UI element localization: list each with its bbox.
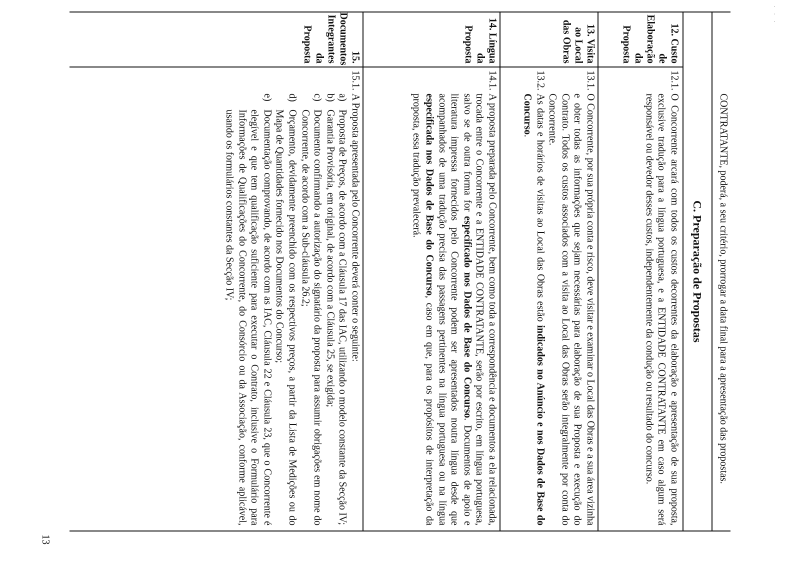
section-13-body [519,70,595,525]
paragraph-13-1 [545,70,595,525]
paragraph-14-1 [409,70,497,525]
paragraph-12-1 [641,70,679,525]
bold-text-run: especificado nos Dados de Base do Concurso [460,215,472,418]
list-text: Garantia Provisória, em original, de acordo com a Cláusula 25, se exigida; [323,109,335,407]
text-run: . [521,134,533,137]
section-heading: C. Preparação de Propostas [682,12,711,530]
clauses-table [69,11,730,531]
page-number: 13 [39,534,50,544]
section-14-body [409,70,497,525]
paragraph-number: 12.1. [668,70,679,90]
section-12-label: 12. Custo de Elaboração da Proposta [620,14,679,63]
text-run: . Documentos de apoio e literatura impressa fornecidos pelo Concorrente podem ser apresentados noutra língua desde que acompanhados de uma tradução precisa das passagens pertinentes na língua portuguesa ou na língua [435,93,472,525]
list-item-a [335,93,348,525]
list-item-c [297,93,322,525]
list-text: Orçamento, devidamente preenchido com os respectivos preços, a partir da Lista de Medições ou do Mapa de Quantidades fornecido nos Documentos do Concurso; [273,109,298,525]
list-letter: a) [336,93,348,101]
bold-text-run: indicados no Anúncio e nos Dados de Base do Concurso [521,93,545,525]
list-text: Proposta de Preços, de acordo com a Cláusula 17 das IAC, utilizando o modelo constante da Secção IV; [336,109,348,525]
paragraph-number: 15.1. [349,70,360,90]
section-15-label-cell [69,12,363,67]
list-letter: b) [323,93,335,102]
paragraph-text: A Proposta apresentada pelo Concorrente deverá conter o seguinte: [349,93,360,362]
section-15-body [221,70,360,525]
list-text: Documentação comprovando, de acordo com as IAC, Cláusula 22 e Cláusula 23, que o Concorrente é elegível e que tem qualificação suficiente para executar o Contrato, inclusive o Formulário para Informações de Qualificações do Concorrente, do Consórcio ou da Associação, conforme aplicável, usando os formulários constantes da Secção IV; [223,109,272,525]
list-item-d [272,93,297,525]
section-15-label: 15. Documentos Integrantes da Proposta [301,12,360,65]
section-12-body [641,70,679,525]
paragraph-number: 13.2. [533,70,545,90]
list-letter: c) [311,93,323,101]
bold-text-run: especificada nos Dados de Base do Concurso [423,93,435,296]
list-text: Documento confirmando a autorização do signatário da proposta para assumir obrigações em nome do Concorrente, de acordo com a Sub-cláusula 26.2; [298,109,323,525]
section-15 [69,12,363,530]
paragraph-number: 13.1. [584,70,595,90]
text-run: As datas e horários de visitas ao Local das Obras estão [533,93,545,325]
section-12 [597,12,682,530]
paragraph-text [519,93,544,525]
text-run: A proposta preparada pelo Concorrente, bem como toda a correspondência e documentos a ela relacionada, trocada entre o Concorrente e a ENTIDADE CONTRATANTE, serão por escrito, em língua portuguesa, salvo se de outra forma for [460,93,497,525]
section-13-label-cell [500,12,598,67]
paragraph-text: O Concorrente arcará com todos os custos decorrentes da elaboração e apresentação de sua proposta, exclusive tradução para a língua portuguesa, e a ENTIDADE CONTRATANTE em caso algum será responsável ou devedor desses custos, independentemente da condução ou resultado do concurso. [642,93,679,525]
section-13 [499,12,598,530]
list-letter: e) [260,93,272,101]
list-item-e [221,93,271,525]
list-letter: d) [286,93,298,102]
section-14-label: 14. Língua da Proposta [462,17,497,63]
paragraph-15-1 [347,70,360,525]
paragraph-text [409,93,497,525]
section-14-label-cell [363,12,500,67]
list-item-b [322,93,335,525]
section-13-label: 13. Visita ao Local das Obras [560,19,595,63]
section-12-label-cell [598,12,682,67]
paragraph-text: O Concorrente, por sua própria conta e risco, deve visitar e examinar o Local das Obras e a sua área vizinha e obter todas as informações que sejam necessárias para elaboração de sua Proposta e execução do Contrato. Todos os custos associados com a visita ao Local das Obras serão integralmente por conta do Concorrente. [546,93,595,525]
top-cell-text: CONTRATANTE, poderá, a seu critério, prorrogar a data final para a apresentação das propostas. [711,12,730,530]
paragraph-13-2 [519,70,544,525]
paragraph-number: 14.1. [486,70,497,90]
section-14 [362,12,500,530]
text-run: , caso em que, para os propósitos de interpretação da proposta, essa tradução prevalecerá. [410,93,435,525]
scan-noise-marks: · · · [770,5,776,24]
